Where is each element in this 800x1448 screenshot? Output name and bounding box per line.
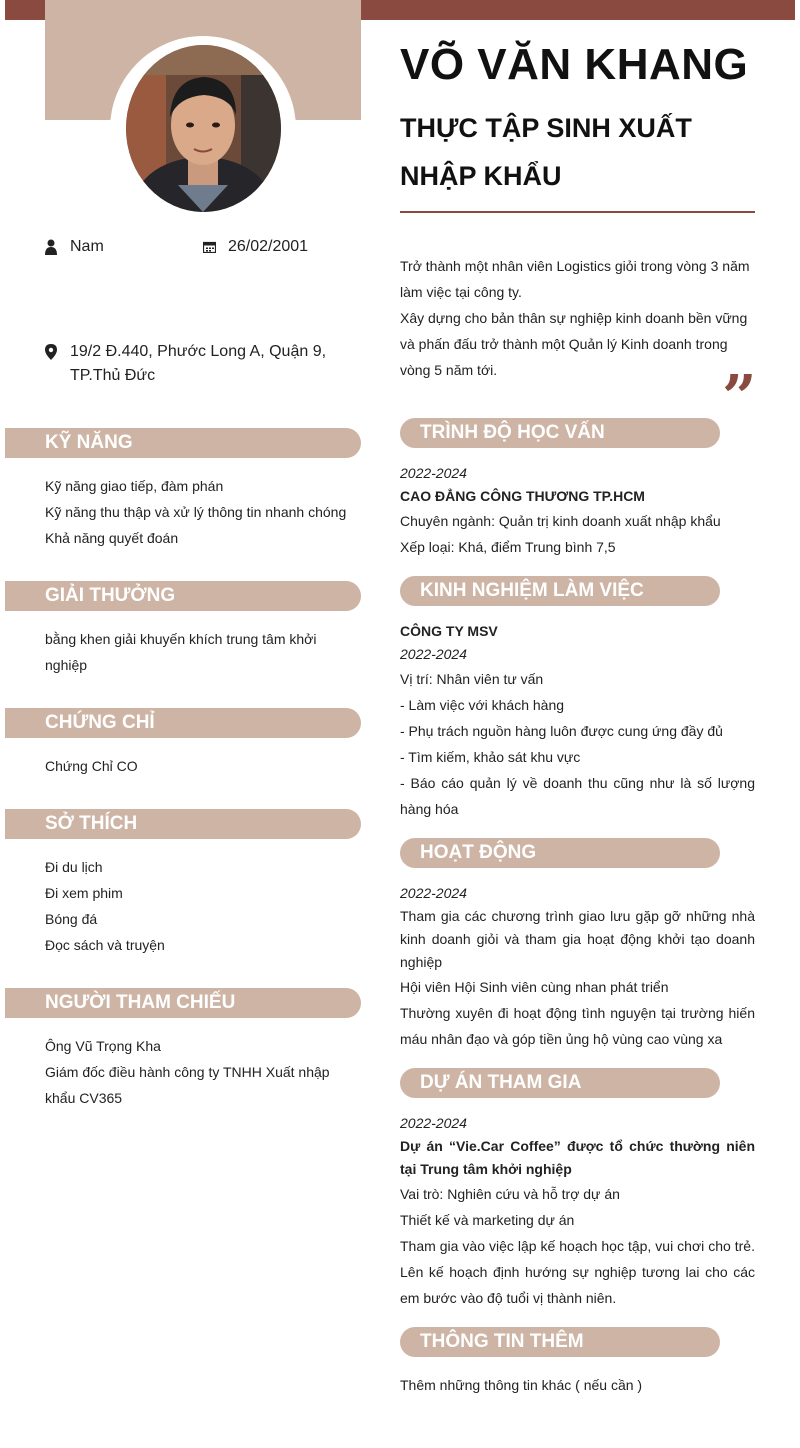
list-item: Kỹ năng thu thập và xử lý thông tin nhanh chóng <box>45 504 347 520</box>
activities-date: 2022-2024 <box>400 885 467 901</box>
list-item: Đi du lịch <box>45 859 103 875</box>
projects-title: DỰ ÁN THAM GIA <box>400 1068 720 1098</box>
activities-line: Thường xuyên đi hoạt động tình nguyện tại trường hiến máu nhân đạo và góp tiền ủng hộ vùng cao vùng xa <box>400 1005 755 1047</box>
quote-icon: ” <box>722 363 757 433</box>
education-date: 2022-2024 <box>400 465 467 481</box>
certificates-title: CHỨNG CHỈ <box>5 708 361 738</box>
list-item: Đi xem phim <box>45 885 123 901</box>
experience-line: - Phụ trách nguồn hàng luôn được cung ứng đầy đủ <box>400 723 723 739</box>
awards-title: GIẢI THƯỞNG <box>5 581 361 611</box>
education-line: Chuyên ngành: Quản trị kinh doanh xuất nhập khẩu <box>400 513 721 529</box>
projects-date: 2022-2024 <box>400 1115 467 1131</box>
experience-date: 2022-2024 <box>400 646 467 662</box>
extra-block <box>400 1372 755 1398</box>
experience-company: CÔNG TY MSV <box>400 623 498 639</box>
projects-line: Tham gia vào việc lập kế hoạch học tập, vui chơi cho trẻ. Lên kế hoạch định hướng sự nghiệp tương lai cho các em bước vào độ tuổi vị thành niên. <box>400 1238 755 1306</box>
list-item: Đọc sách và truyện <box>45 937 165 953</box>
experience-line: - Làm việc với khách hàng <box>400 697 565 713</box>
objective <box>400 253 755 383</box>
experience-block <box>400 620 755 822</box>
birthday-value: 26/02/2001 <box>228 238 309 255</box>
experience-line: - Tìm kiếm, khảo sát khu vực <box>400 749 581 765</box>
education-school: CAO ĐẲNG CÔNG THƯƠNG TP.HCM <box>400 488 645 504</box>
projects-line: Thiết kế và marketing dự án <box>400 1212 575 1228</box>
address-value: 19/2 Đ.440, Phước Long A, Quận 9, TP.Thủ Đức <box>70 343 327 384</box>
hobbies-list <box>45 854 361 958</box>
activities-line: Hội viên Hội Sinh viên cùng nhan phát triển <box>400 979 669 995</box>
references-list <box>45 1033 361 1111</box>
candidate-name: VÕ VĂN KHANG <box>400 40 749 89</box>
gender-value: Nam <box>70 238 104 255</box>
hobbies-title: SỞ THÍCH <box>5 809 361 839</box>
calendar-icon <box>203 241 216 253</box>
projects-block <box>400 1112 755 1311</box>
birthday-row <box>203 238 308 256</box>
projects-line: Vai trò: Nghiên cứu và hỗ trợ dự án <box>400 1186 620 1202</box>
experience-line: - Báo cáo quản lý về doanh thu cũng như là số lượng hàng hóa <box>400 775 755 817</box>
activities-block <box>400 882 755 1052</box>
education-line: Xếp loại: Khá, điểm Trung bình 7,5 <box>400 539 616 555</box>
activities-line: Tham gia các chương trình giao lưu gặp gỡ những nhà kinh doanh giỏi và tham gia hoạt động khởi tạo doanh nghiệp <box>400 908 755 970</box>
extra-title: THÔNG TIN THÊM <box>400 1327 720 1357</box>
education-block <box>400 462 755 560</box>
list-item: Giám đốc điều hành công ty TNHH Xuất nhập khẩu CV365 <box>45 1064 330 1106</box>
location-pin-icon <box>45 344 57 360</box>
certificates-list <box>45 753 361 779</box>
avatar-photo <box>126 45 281 212</box>
avatar <box>126 45 281 212</box>
address-row <box>45 340 345 388</box>
list-item: Chứng Chỉ CO <box>45 758 138 774</box>
skills-title: KỸ NĂNG <box>5 428 361 458</box>
list-item: bằng khen giải khuyến khích trung tâm khởi nghiệp <box>45 631 317 673</box>
objective-line: Trở thành một nhân viên Logistics giỏi trong vòng 3 năm làm việc tại công ty. <box>400 258 750 300</box>
references-title: NGƯỜI THAM CHIẾU <box>5 988 361 1018</box>
experience-line: Vị trí: Nhân viên tư vấn <box>400 671 544 687</box>
objective-line: Xây dựng cho bản thân sự nghiệp kinh doanh bền vững và phấn đấu trở thành một Quản lý Kinh doanh trong vòng 5 năm tới. <box>400 310 748 378</box>
gender-row <box>45 238 104 256</box>
candidate-role: THỰC TẬP SINH XUẤT NHẬP KHẨU <box>400 113 692 191</box>
list-item: Bóng đá <box>45 911 98 927</box>
awards-list <box>45 626 335 678</box>
user-icon <box>45 239 57 255</box>
list-item: Ông Vũ Trọng Kha <box>45 1038 161 1054</box>
projects-name: Dự án “Vie.Car Coffee” được tổ chức thường niên tại Trung tâm khởi nghiệp <box>400 1138 755 1177</box>
activities-title: HOẠT ĐỘNG <box>400 838 720 868</box>
list-item: Khả năng quyết đoán <box>45 530 179 546</box>
list-item: Kỹ năng giao tiếp, đàm phán <box>45 478 224 494</box>
list-item: Thêm những thông tin khác ( nếu cần ) <box>400 1377 643 1393</box>
education-title: TRÌNH ĐỘ HỌC VẤN <box>400 418 720 448</box>
experience-title: KINH NGHIỆM LÀM VIỆC <box>400 576 720 606</box>
skills-list <box>45 473 361 551</box>
header-divider <box>400 211 755 213</box>
